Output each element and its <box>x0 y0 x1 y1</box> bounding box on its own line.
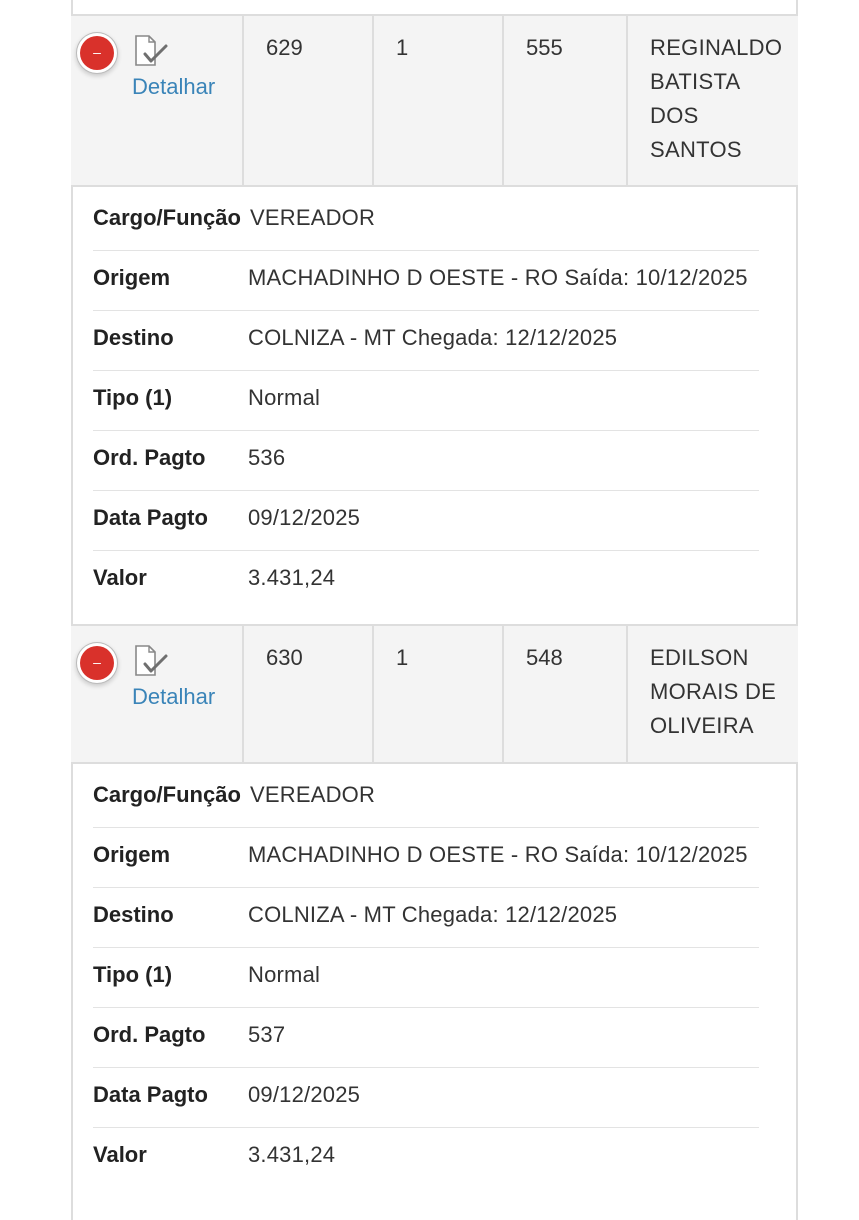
detail-row-ord-pagto <box>93 431 759 491</box>
detail-row-destino <box>93 311 759 371</box>
detail-panel <box>93 191 759 610</box>
detalhar-link[interactable]: Detalhar <box>132 74 216 99</box>
detail-value: 3.431,24 <box>248 1142 336 1167</box>
detail-value: VEREADOR <box>250 205 376 230</box>
detail-label: Tipo (1) <box>93 385 173 410</box>
name-line: BATISTA <box>650 69 741 94</box>
detail-value: Normal <box>248 385 321 410</box>
document-check-icon <box>133 34 171 70</box>
detail-row-origem <box>93 251 759 311</box>
detail-row-data-pagto <box>93 491 759 551</box>
name-line: EDILSON <box>650 645 749 670</box>
detail-row-tipo <box>93 948 759 1008</box>
detail-row-data-pagto <box>93 1068 759 1128</box>
detail-value: MACHADINHO D OESTE - RO Saída: 10/12/2025 <box>248 265 748 290</box>
name-line: SANTOS <box>650 137 742 162</box>
record-id-cell: 629 <box>244 16 374 185</box>
detail-value: COLNIZA - MT Chegada: 12/12/2025 <box>248 325 618 350</box>
table-row <box>71 14 798 187</box>
detail-value: 537 <box>248 1022 286 1047</box>
name-line: OLIVEIRA <box>650 713 754 738</box>
name-line: MORAIS DE <box>650 679 777 704</box>
record-seq-cell: 1 <box>374 16 504 185</box>
detail-label: Cargo/Função <box>93 205 241 230</box>
detail-label: Ord. Pagto <box>93 445 206 470</box>
detail-panel <box>93 768 759 1187</box>
remove-button[interactable]: – <box>80 36 114 70</box>
detail-row-ord-pagto <box>93 1008 759 1068</box>
detail-label: Valor <box>93 565 147 590</box>
detail-row-valor <box>93 1128 759 1187</box>
remove-button[interactable]: – <box>80 646 114 680</box>
detail-label: Valor <box>93 1142 147 1167</box>
detail-value: 3.431,24 <box>248 565 336 590</box>
detail-row-cargo <box>93 768 759 828</box>
record-seq-cell: 1 <box>374 626 504 762</box>
detail-value: COLNIZA - MT Chegada: 12/12/2025 <box>248 902 618 927</box>
record-id-cell: 630 <box>244 626 374 762</box>
detail-row-tipo <box>93 371 759 431</box>
record-number-cell: 555 <box>504 16 628 185</box>
detalhar-link[interactable]: Detalhar <box>132 684 216 709</box>
name-line: REGINALDO <box>650 35 783 60</box>
detail-label: Data Pagto <box>93 505 208 530</box>
detail-row-valor <box>93 551 759 610</box>
detail-row-destino <box>93 888 759 948</box>
detail-label: Origem <box>93 842 171 867</box>
detail-row-origem <box>93 828 759 888</box>
action-cell <box>71 626 244 762</box>
detail-value: VEREADOR <box>250 782 376 807</box>
record-number-cell: 548 <box>504 626 628 762</box>
detail-row-cargo <box>93 191 759 251</box>
detail-label: Tipo (1) <box>93 962 173 987</box>
detail-value: 09/12/2025 <box>248 1082 361 1107</box>
detail-label: Destino <box>93 902 174 927</box>
detail-label: Destino <box>93 325 174 350</box>
detail-label: Data Pagto <box>93 1082 208 1107</box>
detail-value: MACHADINHO D OESTE - RO Saída: 10/12/2025 <box>248 842 748 867</box>
detail-label: Ord. Pagto <box>93 1022 206 1047</box>
name-line: DOS <box>650 103 699 128</box>
table-row <box>71 624 798 764</box>
detail-label: Origem <box>93 265 171 290</box>
record-name-cell <box>628 16 798 185</box>
detail-value: 09/12/2025 <box>248 505 361 530</box>
detail-label: Cargo/Função <box>93 782 241 807</box>
detail-value: 536 <box>248 445 286 470</box>
detail-value: Normal <box>248 962 321 987</box>
action-cell <box>71 16 244 185</box>
document-check-icon <box>133 644 171 680</box>
record-name-cell <box>628 626 798 762</box>
